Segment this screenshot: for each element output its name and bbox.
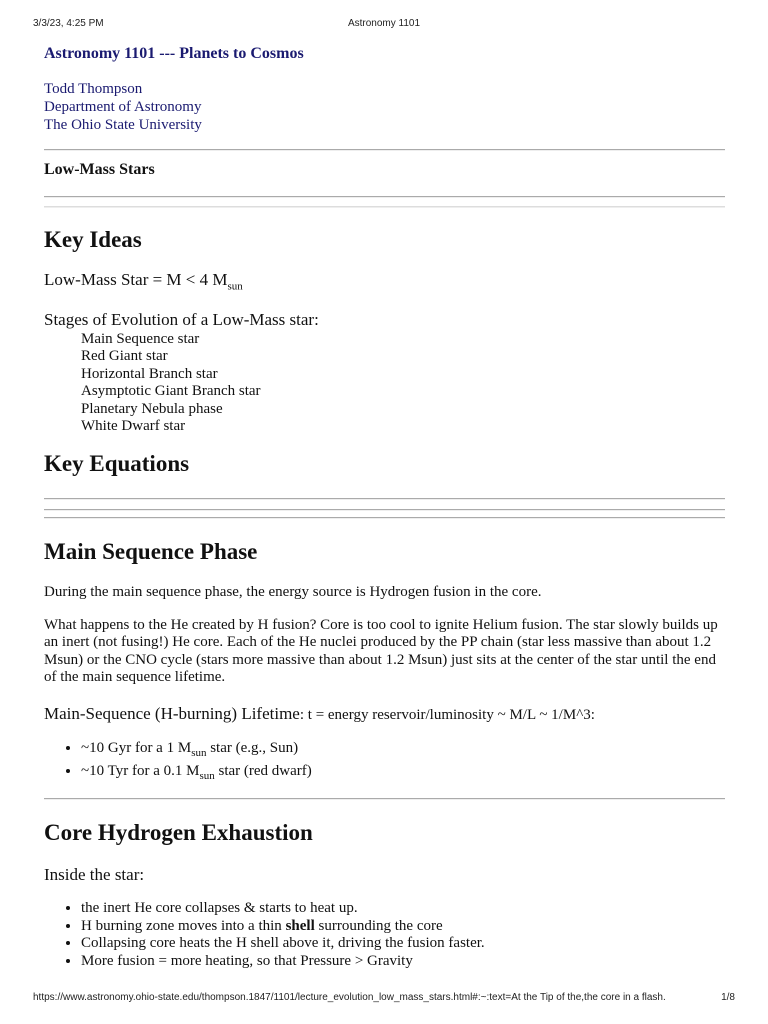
author-univ: The Ohio State University [44, 117, 202, 133]
page-content [44, 44, 725, 970]
bullet-sub: sun [199, 769, 215, 782]
definition-sub: sun [227, 280, 243, 293]
inside-star: Inside the star: [44, 865, 145, 885]
topic-title: Low-Mass Stars [44, 161, 155, 178]
lifetime-line [44, 703, 725, 725]
divider [44, 196, 725, 198]
core-list [44, 900, 725, 970]
core-exhaustion-heading: Core Hydrogen Exhaustion [44, 820, 313, 846]
print-title: Astronomy 1101 [347, 18, 421, 29]
stages-list [81, 331, 725, 435]
definition-text: Low-Mass Star = M < 4 M [44, 270, 228, 289]
divider [44, 206, 725, 208]
stage-item: Red Giant star [81, 348, 168, 365]
key-ideas-heading: Key Ideas [44, 227, 142, 252]
list-item: • More fusion = more heating, so that Pressure > Gravity [81, 953, 725, 970]
stage-item: Main Sequence star [81, 331, 200, 347]
bullet-text: H burning zone moves into a thin [81, 917, 286, 934]
stage-item: Horizontal Branch star [81, 365, 218, 382]
low-mass-definition [44, 269, 725, 291]
main-sequence-heading: Main Sequence Phase [44, 539, 258, 565]
bullet-text: surrounding the core [314, 917, 443, 934]
bullet-bold: shell [285, 917, 315, 934]
stages-title: Stages of Evolution of a Low-Mass star: [44, 310, 319, 329]
list-item: • the inert He core collapses & starts to heat up. [81, 900, 725, 917]
list-item [81, 740, 725, 760]
main-sequence-p2: What happens to the He created by H fusion? Core is too cool to ignite Helium fusion. The star slowly builds up an inert (not fusing!) He core. Each of the He nuclei produced by the PP chain (star less massive than about 1.2 Msun) or the CNO cycle (stars more massive than about 1.2 Msun) just sits at the center of the star until the end of the main sequence lifetime. [44, 616, 718, 686]
bullet-text: star (red dwarf) [214, 762, 312, 779]
divider [44, 517, 725, 519]
divider [44, 509, 725, 511]
author-name: Todd Thompson [44, 81, 143, 97]
lifetime-label: Main-Sequence (H-burning) Lifetime [44, 704, 300, 724]
author-block [44, 80, 725, 134]
list-item [81, 918, 725, 935]
divider [44, 498, 725, 500]
stage-item: Planetary Nebula phase [81, 400, 223, 417]
print-url: https://www.astronomy.ohio-state.edu/thompson.1847/1101/lecture_evolution_low_mass_stars.html#:~:text=At the Tip of the,the core in a flash. [33, 992, 666, 1003]
lifetime-list [44, 740, 725, 780]
author-dept: Department of Astronomy [44, 99, 202, 115]
stage-item: Asymptotic Giant Branch star [81, 383, 261, 400]
course-title: Astronomy 1101 --- Planets to Cosmos [44, 45, 304, 62]
main-sequence-p1: During the main sequence phase, the energy source is Hydrogen fusion in the core. [44, 584, 542, 601]
page-number: 1/8 [721, 992, 735, 1003]
bullet-text: star (e.g., Sun) [206, 740, 299, 757]
list-item: • Collapsing core heats the H shell above it, driving the fusion faster. [81, 935, 725, 952]
lifetime-formula: : t = energy reservoir/luminosity ~ M/L ~ 1/M^3: [299, 707, 595, 724]
bullet-text: ~10 Gyr for a 1 M [81, 740, 192, 757]
stage-item: White Dwarf star [81, 418, 186, 435]
bullet-sub: sun [191, 747, 207, 760]
print-footer [33, 992, 735, 1006]
print-header [33, 18, 735, 32]
key-equations-heading: Key Equations [44, 451, 190, 477]
print-date: 3/3/23, 4:25 PM [33, 18, 104, 29]
bullet-text: ~10 Tyr for a 0.1 M [81, 762, 200, 779]
divider [44, 798, 725, 800]
divider [44, 149, 725, 151]
list-item [81, 763, 725, 780]
